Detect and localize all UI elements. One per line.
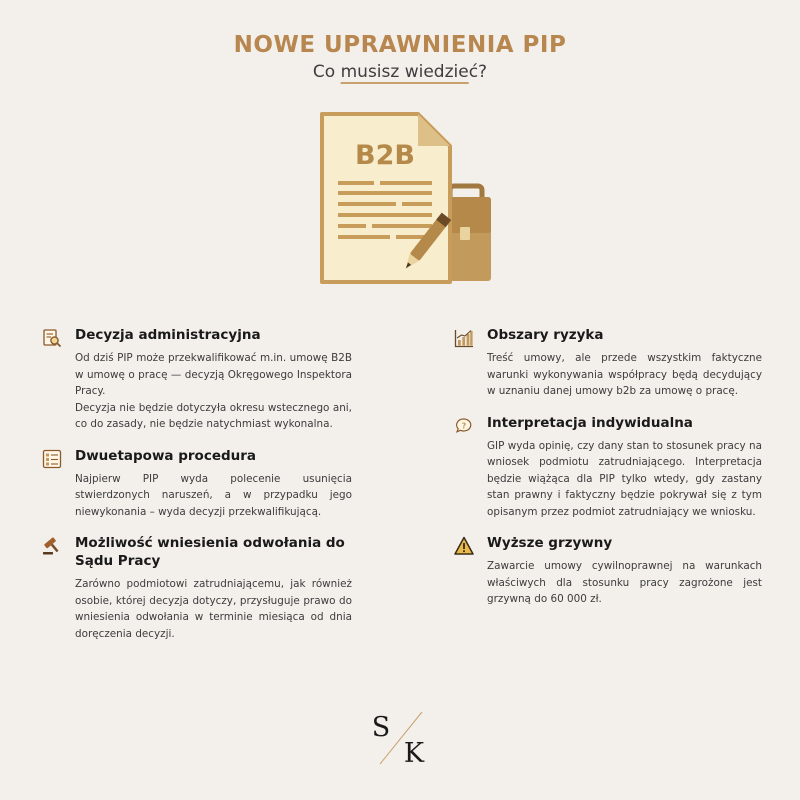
logo-letter-top: S — [371, 712, 391, 743]
b2b-document-illustration — [300, 110, 500, 290]
section-decyzja-administracyjna — [42, 326, 352, 433]
sk-logo — [366, 708, 434, 768]
logo-letter-bottom: K — [403, 738, 425, 768]
section-text: Treść umowy, ale przede wszystkim faktyczne warunki wykonywania współpracy będą decydujący w uznaniu danej umowy b2b za umowę o pracę. — [487, 352, 762, 397]
section-interpretacja-indywidualna — [454, 414, 762, 521]
document-icon — [322, 114, 450, 282]
question-bubble-icon — [454, 416, 474, 436]
header — [0, 30, 800, 83]
section-obszary-ryzyka — [454, 326, 762, 400]
section-text: Od dziś PIP może przekwalifikować m.in. umowę B2B w umowę o pracę — decyzją Okręgowego Inspektora Pracy. — [75, 352, 352, 397]
section-text: Najpierw PIP wyda polecenie usunięcia stwierdzonych naruszeń, a w przypadku jego niewykonania – wyda decyzji przekwalifikującą. — [75, 472, 352, 518]
section-text: Zawarcie umowy cywilnoprawnej na warunkach właściwych dla stosunku pracy zagrożone jest grzywną do 60 000 zł. — [487, 560, 762, 605]
warning-icon — [454, 536, 474, 556]
section-title: Dwuetapowa procedura — [75, 447, 257, 464]
section-title: Interpretacja indywidualna — [487, 414, 693, 431]
section-title: Możliwość wniesienia odwołania do Sądu Pracy — [75, 535, 345, 569]
checklist-icon — [42, 449, 62, 469]
section-dwuetapowa-procedura — [42, 447, 352, 521]
section-wyzsze-grzywny — [454, 534, 762, 608]
svg-text:?: ? — [461, 421, 467, 430]
section-title: Obszary ryzyka — [487, 327, 604, 343]
document-search-icon — [42, 328, 62, 348]
section-text: GIP wyda opinię, czy dany stan to stosunek pracy na wniosek podmiotu zatrudniającego. Interpretacja będzie wiążąca dla PIP tylko wtedy, gdy zastany stan prawny i faktyczny będzie pokrywał się z tym opisanym przez podmiot zatrudniający we wniosku. — [487, 439, 762, 518]
document-label: B2B — [355, 140, 415, 171]
left-column — [42, 322, 352, 656]
bar-chart-icon — [454, 328, 474, 348]
section-text: Decyzja nie będzie dotyczyła okresu wstecznego ani, co do zasady, nie będzie natychmiast wykonalna. — [75, 401, 352, 430]
subtitle-post: ć? — [468, 62, 488, 82]
right-column — [454, 322, 762, 622]
page-title: NOWE UPRAWNIENIA PIP — [233, 32, 567, 58]
section-title: Wyższe grzywny — [487, 535, 613, 551]
subtitle-pre: Co — [312, 62, 341, 82]
gavel-icon — [42, 536, 62, 556]
section-odwolanie-sad-pracy — [42, 534, 352, 642]
page-subtitle — [0, 61, 800, 83]
section-text: Zarówno podmiotowi zatrudniającemu, jak również osobie, której decyzja dotyczy, przysługuje prawo do wniesienia odwołania w terminie miesiąca od dnia doręczenia decyzji. — [75, 578, 352, 640]
subtitle-underlined: musisz wiedzie — [340, 62, 469, 82]
section-title: Decyzja administracyjna — [75, 327, 261, 343]
